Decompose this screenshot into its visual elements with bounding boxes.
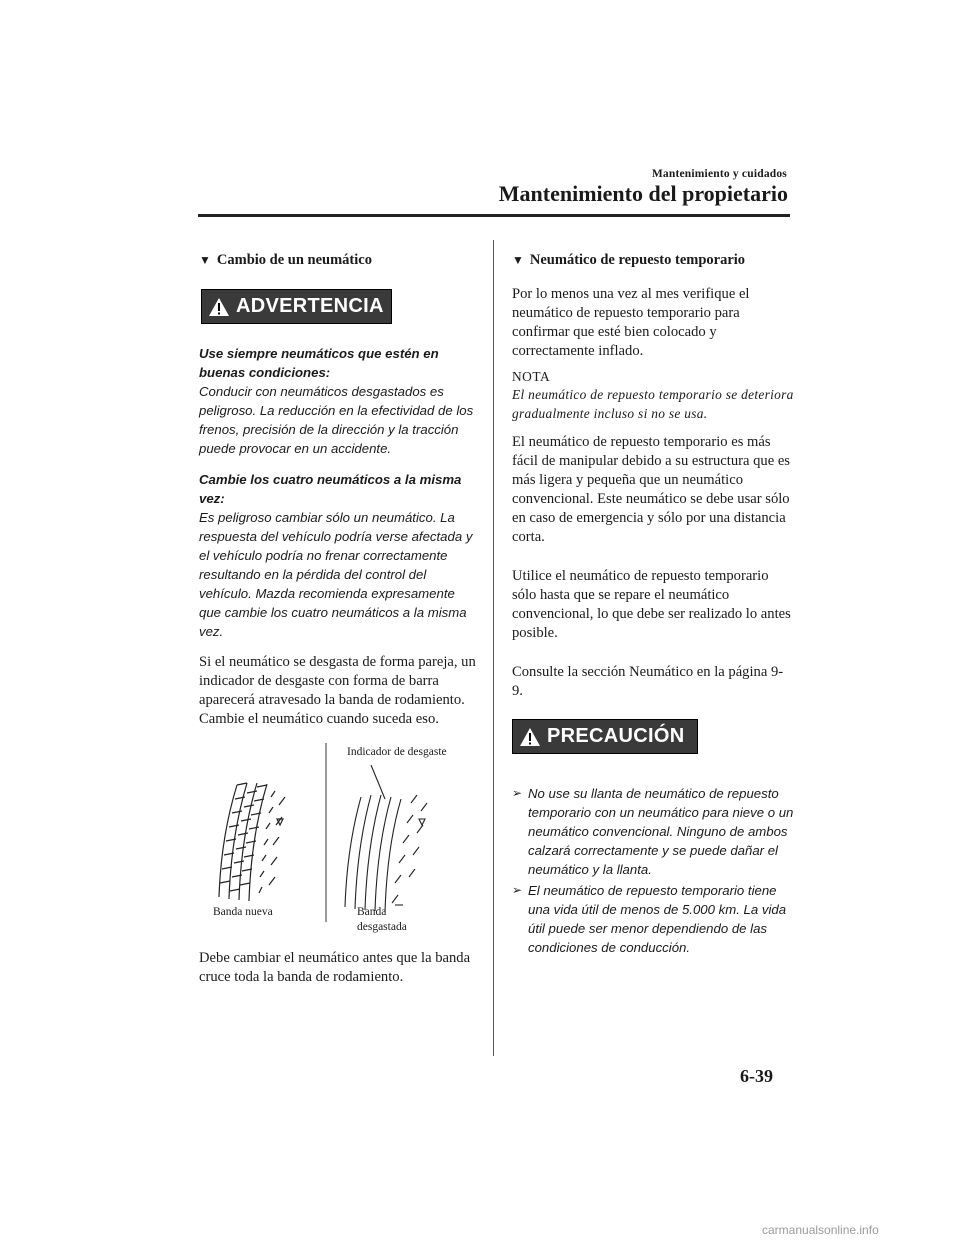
wear-indicator-label: Indicador de desgaste [347, 746, 447, 758]
left-column [199, 252, 477, 995]
caution-label: PRECAUCIÓN [547, 725, 685, 747]
section-title-text: Cambio de un neumático [216, 252, 372, 268]
paragraph-spare-usage: Utilice el neumático de repuesto temporario sólo hasta que se repare el neumático convencional, lo que debe ser realizado lo antes posible. [512, 568, 791, 641]
section-title-tire-change [199, 252, 477, 269]
header-rule [198, 214, 790, 217]
section-title-spare-tire [512, 252, 794, 269]
warning-heading-2: Cambie los cuatro neumáticos a la misma vez: [199, 472, 462, 506]
chapter-label: Mantenimiento y cuidados [651, 168, 787, 180]
note-label: NOTA [512, 369, 551, 384]
section-title-text: Neumático de repuesto temporario [529, 252, 746, 268]
caution-list [512, 784, 794, 957]
warning-triangle-icon [519, 727, 541, 747]
tread-wear-figure [199, 737, 469, 937]
warning-body-1: Conducir con neumáticos desgastados es peligroso. La reducción en la efectividad de los frenos, precisión de la dirección y la tracción puede provocar en un accidente. [199, 384, 474, 456]
warning-body-2: Es peligroso cambiar sólo un neumático. La respuesta del vehículo podría verse afectada y el vehículo podría no frenar correctamente resultando en la pérdida del control del vehículo. Mazda recomienda expresamente que cambie los cuatro neumáticos a la misma vez. [199, 510, 473, 639]
worn-tread-label-1: Banda [357, 906, 387, 918]
arrow-bullet-icon: ➢ [512, 883, 523, 897]
worn-tread-label-2: desgastada [357, 921, 407, 933]
paragraph-spare-structure: El neumático de repuesto temporario es más fácil de manipular debido a su estructura que es más ligera y pequeña que un neumático convencional. Este neumático se debe usar sólo en caso de emergencia y sólo por una distancia corta. [512, 434, 790, 545]
caution-banner [512, 719, 698, 754]
warning-heading-1: Use siempre neumáticos que estén en buenas condiciones: [199, 346, 439, 380]
watermark: carmanualsonline.info [762, 1223, 879, 1237]
warning-banner [201, 289, 392, 324]
paragraph-wear-indicator: Si el neumático se desgasta de forma pareja, un indicador de desgaste con forma de barra aparecerá atravesado la banda de rodamiento. [199, 654, 476, 708]
right-column [512, 252, 794, 959]
warning-label: ADVERTENCIA [236, 295, 384, 317]
warning-triangle-icon [208, 297, 230, 317]
caution-item: ➢ El neumático de repuesto temporario tiene una vida útil de menos de 5.000 km. La vida útil puede ser menor dependiendo de las condiciones de conducción. [512, 883, 787, 955]
note-body: El neumático de repuesto temporario se deteriora gradualmente incluso si no se usa. [512, 387, 794, 421]
page-title: Mantenimiento del propietario [498, 181, 788, 206]
paragraph-replace-before: Debe cambiar el neumático antes que la banda cruce toda la banda de rodamiento. [199, 950, 471, 985]
caution-item: ➢ No use su llanta de neumático de repuesto temporario con un neumático para nieve o un neumático convencional. Ninguno de ambos calzará correctamente y se puede dañar el neumático y la llanta. [512, 786, 794, 877]
new-tread-label: Banda nueva [213, 906, 273, 918]
page-number: 6-39 [740, 1066, 773, 1086]
paragraph-replace-tire: Cambie el neumático cuando suceda eso. [199, 711, 439, 727]
paragraph-monthly-check: Por lo menos una vez al mes verifique el neumático de repuesto temporario para confirmar que esté bien colocado y correctamente inflado. [512, 286, 750, 359]
paragraph-see-section: Consulte la sección Neumático en la página 9-9. [512, 664, 784, 699]
section-marker-icon: ▼ [199, 253, 211, 267]
column-divider [493, 240, 494, 1056]
section-marker-icon: ▼ [512, 253, 524, 267]
arrow-bullet-icon: ➢ [512, 786, 523, 800]
